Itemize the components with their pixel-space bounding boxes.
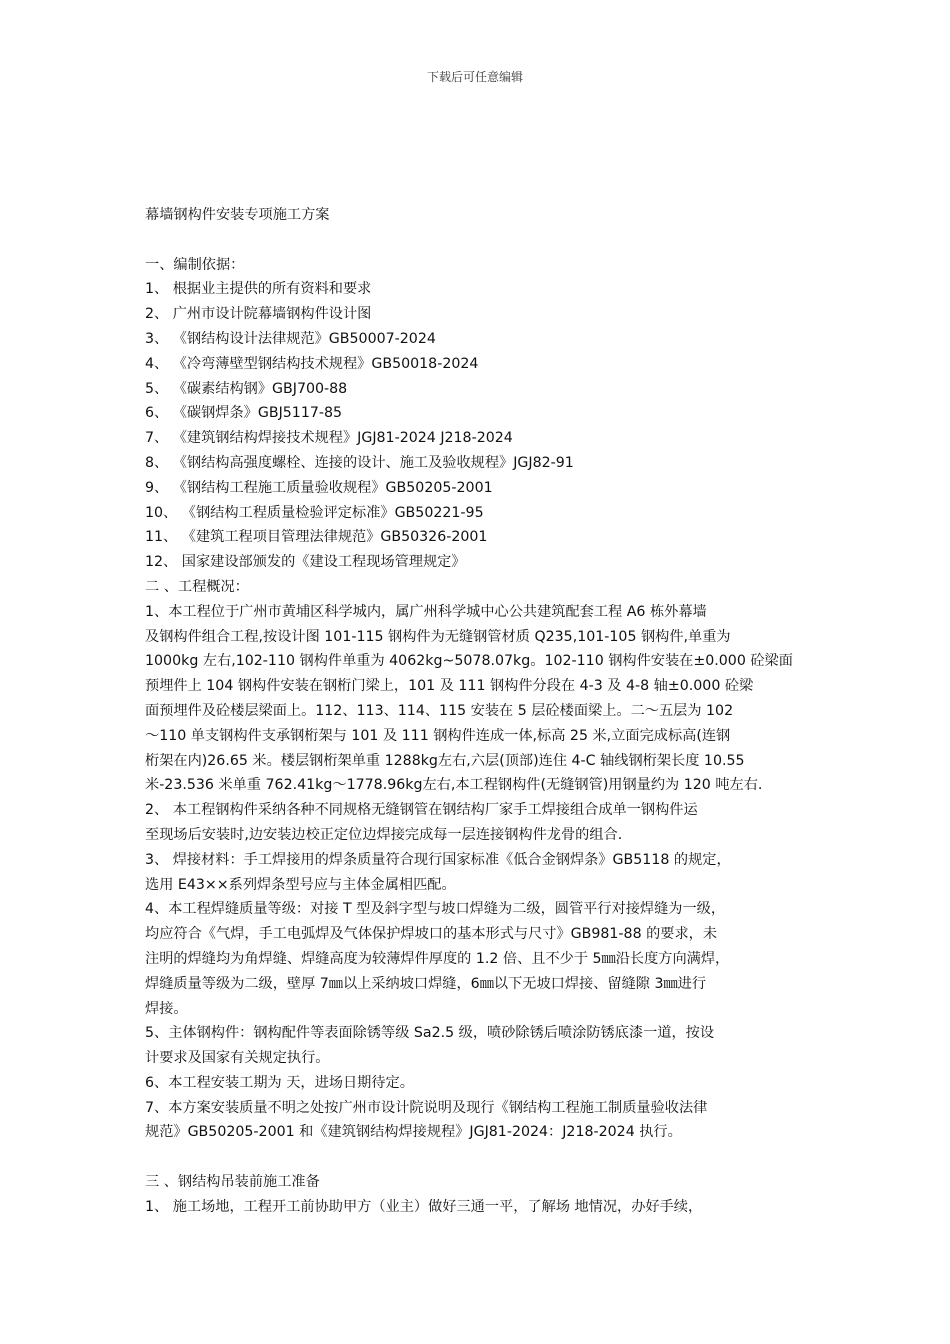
paragraph-line: 4、本工程焊缝质量等级：对接 T 型及斜字型与坡口焊缝为二级，圆管平行对接焊缝为一级， bbox=[145, 901, 726, 918]
paragraph-line: 焊缝质量等级为二级，壁厚 7㎜以上采纳坡口焊缝，6㎜以下无坡口焊接、留缝隙 3㎜进行 bbox=[145, 975, 707, 992]
section-heading: 三 、钢结构吊装前施工准备 bbox=[145, 1174, 320, 1191]
paragraph-line: ～110 单支钢构件支承钢桁架与 101 及 111 钢构件连成一体,标高 25 米,立面完成标高(连钢 bbox=[145, 727, 731, 744]
list-item: 1、 施工场地，工程开工前协助甲方（业主）做好三通一平，了解场 地情况，办好手续， bbox=[145, 1198, 703, 1215]
list-item: 5、 《碳素结构钢》GBJ700-88 bbox=[145, 380, 348, 397]
paragraph-line: 面预埋件及砼楼层梁面上。112、113、114、115 安装在 5 层砼楼面梁上。二～五层为 102 bbox=[145, 702, 734, 719]
document-title: 幕墙钢构件安装专项施工方案 bbox=[145, 207, 330, 223]
paragraph-line: 3、 焊接材料：手工焊接用的焊条质量符合现行国家标准《低合金钢焊条》GB5118 的规定， bbox=[145, 851, 731, 868]
paragraph-line: 桁架在内)26.65 米。楼层钢桁架单重 1288kg左右,六层(顶部)连住 4-C 轴线钢桁架长度 10.55 bbox=[145, 752, 745, 769]
paragraph-line: 规范》GB50205-2001 和《建筑钢结构焊接规程》JGJ81-2024：J218-2024 执行。 bbox=[145, 1124, 682, 1141]
paragraph-line: 预埋件上 104 钢构件安装在钢桁门梁上，101 及 111 钢构件分段在 4-3 及 4-8 轴±0.000 砼梁 bbox=[145, 678, 754, 695]
list-item: 10、 《钢结构工程质量检验评定标准》GB50221-95 bbox=[145, 504, 484, 521]
blank-line bbox=[145, 1145, 817, 1170]
list-item: 9、 《钢结构工程施工质量验收规程》GB50205-2001 bbox=[145, 479, 493, 496]
list-item: 11、 《建筑工程项目管理法律规范》GB50326-2001 bbox=[145, 529, 488, 546]
paragraph-line: 计要求及国家有关规定执行。 bbox=[145, 1050, 330, 1067]
paragraph-line: 6、本工程安装工期为 天，进场日期待定。 bbox=[145, 1074, 414, 1091]
section-heading: 一、编制依据： bbox=[145, 256, 245, 273]
list-item: 3、 《钢结构设计法律规范》GB50007-2024 bbox=[145, 330, 436, 347]
paragraph-line: 及钢构件组合工程,按设计图 101-115 钢构件为无缝钢管材质 Q235,101-105 钢构件,单重为 bbox=[145, 628, 731, 645]
list-item: 4、 《冷弯薄壁型钢结构技术规程》GB50018-2024 bbox=[145, 355, 479, 372]
paragraph-line: 1000kg 左右,102-110 钢构件单重为 4062kg~5078.07kg。102-110 钢构件安装在±0.000 砼梁面 bbox=[145, 653, 793, 670]
section-heading: 二 、工程概况： bbox=[145, 578, 249, 595]
paragraph-line: 至现场后安装时,边安装边校正定位边焊接完成每一层连接钢构件龙骨的组合. bbox=[145, 826, 623, 843]
list-item: 1、 根据业主提供的所有资料和要求 bbox=[145, 281, 372, 298]
list-item: 8、 《钢结构高强度螺栓、连接的设计、施工及验收规程》JGJ82-91 bbox=[145, 454, 574, 471]
paragraph-line: 焊接。 bbox=[145, 1000, 188, 1017]
paragraph-line: 米-23.536 米单重 762.41kg～1778.96kg左右,本工程钢构件(无缝钢管)用钢量约为 120 吨左右. bbox=[145, 777, 763, 794]
paragraph-line: 7、本方案安装质量不明之处按广州市设计院说明及现行《钢结构工程施工制质量验收法律 bbox=[145, 1099, 708, 1116]
paragraph-line: 均应符合《气焊，手工电弧焊及气体保护焊坡口的基本形式与尺寸》GB981-88 的要求，未 bbox=[145, 926, 718, 943]
list-item: 7、 《建筑钢结构焊接技术规程》JGJ81-2024 J218-2024 bbox=[145, 430, 513, 447]
list-item: 6、 《碳钢焊条》GBJ5117-85 bbox=[145, 405, 343, 422]
document-body bbox=[145, 203, 817, 1220]
paragraph-line: 2、 本工程钢构件采纳各种不同规格无缝钢管在钢结构厂家手工焊接组合成单一钢构件运 bbox=[145, 802, 698, 819]
list-item: 2、 广州市设计院幕墙钢构件设计图 bbox=[145, 306, 372, 323]
page-header: 下载后可任意编辑 bbox=[426, 70, 523, 84]
list-item: 12、 国家建设部颁发的《建设工程现场管理规定》 bbox=[145, 554, 466, 571]
paragraph-line: 1、本工程位于广州市黄埔区科学城内，属广州科学城中心公共建筑配套工程 A6 栋外幕墙 bbox=[145, 603, 707, 620]
paragraph-line: 5、主体钢构件：钢构配件等表面除锈等级 Sa2.5 级，喷砂除锈后喷涂防锈底漆一道，按设 bbox=[145, 1025, 715, 1042]
paragraph-line: 注明的焊缝均为角焊缝、焊缝高度为较薄焊件厚度的 1.2 倍、且不少于 5㎜沿长度方向满焊， bbox=[145, 950, 730, 967]
paragraph-line: 选用 E43××系列焊条型号应与主体金属相匹配。 bbox=[145, 876, 456, 893]
